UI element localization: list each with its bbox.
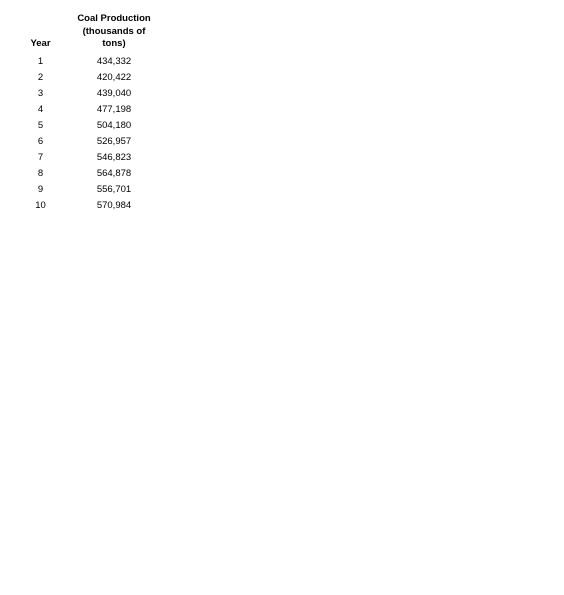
year-header-line-1: Year bbox=[30, 38, 51, 49]
year-cell: 10 bbox=[35, 199, 46, 211]
production-cell: 420,422 bbox=[96, 71, 132, 83]
production-cell: 434,332 bbox=[96, 55, 132, 67]
year-column-header bbox=[18, 13, 63, 54]
production-cell: 570,984 bbox=[96, 199, 132, 211]
production-cell: 546,823 bbox=[96, 151, 132, 163]
header-row bbox=[18, 13, 165, 54]
table-row bbox=[18, 166, 165, 182]
production-cell: 477,198 bbox=[96, 103, 132, 115]
production-header-line-3: tons) bbox=[102, 38, 126, 49]
year-cell: 9 bbox=[37, 183, 44, 195]
table-row bbox=[18, 150, 165, 166]
table-row bbox=[18, 70, 165, 86]
production-cell: 439,040 bbox=[96, 87, 132, 99]
table-row bbox=[18, 134, 165, 150]
production-cell: 504,180 bbox=[96, 119, 132, 131]
table-row bbox=[18, 54, 165, 70]
year-cell: 1 bbox=[37, 55, 44, 67]
table-row bbox=[18, 182, 165, 198]
table-row bbox=[18, 86, 165, 102]
table-row bbox=[18, 102, 165, 118]
table-row bbox=[18, 198, 165, 214]
table-body bbox=[18, 54, 165, 214]
year-cell: 8 bbox=[37, 167, 44, 179]
coal-production-table bbox=[18, 13, 165, 214]
year-cell: 6 bbox=[37, 135, 44, 147]
year-cell: 3 bbox=[37, 87, 44, 99]
year-cell: 7 bbox=[37, 151, 44, 163]
table-row bbox=[18, 118, 165, 134]
production-cell: 556,701 bbox=[96, 183, 132, 195]
year-cell: 5 bbox=[37, 119, 44, 131]
production-column-header bbox=[63, 13, 165, 54]
production-header-line-2: (thousands of bbox=[82, 25, 146, 37]
production-cell: 526,957 bbox=[96, 135, 132, 147]
production-cell: 564,878 bbox=[96, 167, 132, 179]
year-cell: 4 bbox=[37, 103, 44, 115]
production-header-line-1: Coal Production bbox=[77, 13, 151, 24]
table-header bbox=[18, 13, 165, 54]
year-cell: 2 bbox=[37, 71, 44, 83]
